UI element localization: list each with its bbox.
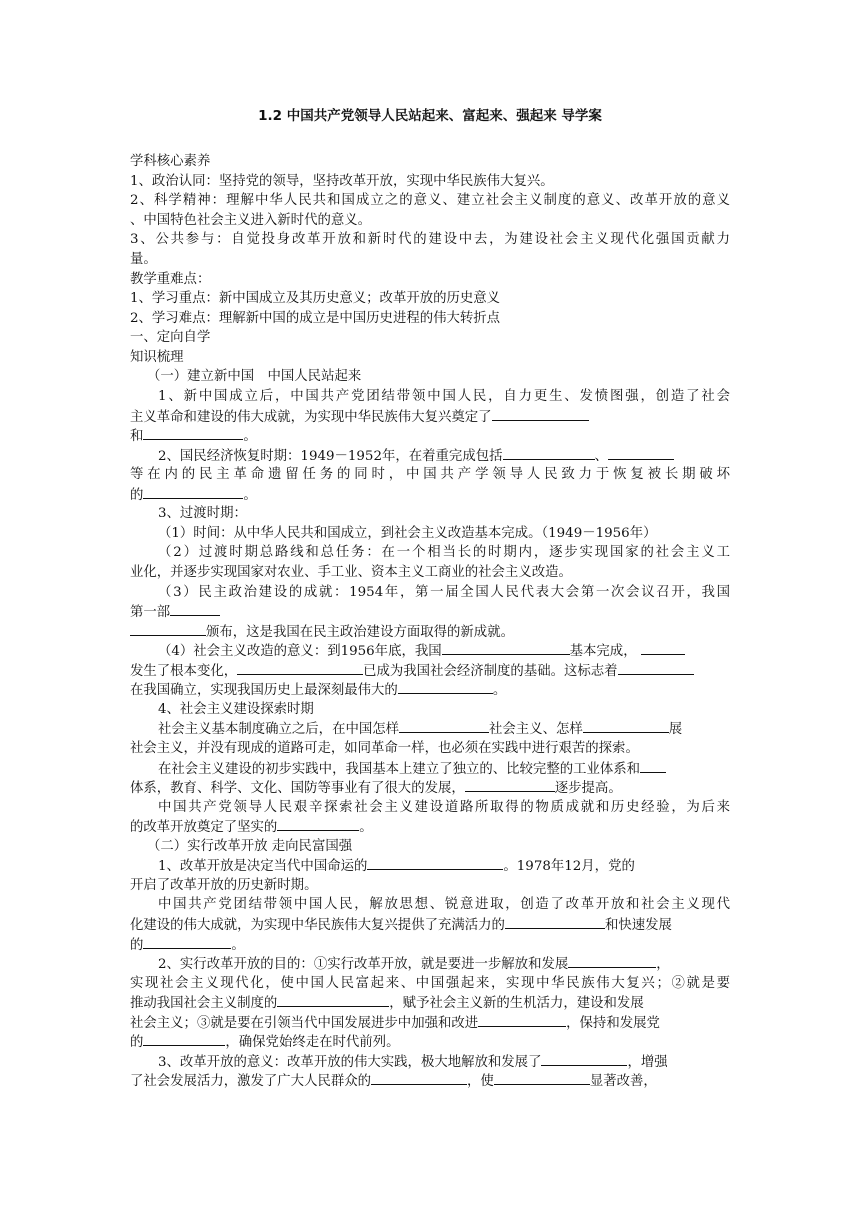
text-segment: 。 bbox=[492, 683, 507, 698]
text-segment: 。 bbox=[231, 938, 245, 953]
text-line: 2、科学精神：理解中华人民共和国成立之的意义、建立社会主义制度的意义、改革开放的意义 bbox=[130, 193, 730, 208]
fill-blank bbox=[465, 779, 555, 792]
fill-blank bbox=[237, 662, 363, 675]
text-segment: 体系，教育、科学、文化、国防等事业有了很大的发展， bbox=[130, 781, 465, 796]
text-line: 3、公共参与：自觉投身改革开放和新时代的建设中去，为建设社会主义现代化强国贡献力 bbox=[130, 232, 730, 247]
text-line bbox=[158, 857, 730, 876]
text-segment: 和快速发展 bbox=[604, 918, 672, 933]
text-line: 社会主义，并没有现成的道路可走，如同革命一样，也必须在实践中进行艰苦的探索。 bbox=[130, 741, 639, 756]
subsection-heading: （一）建立新中国 中国人民站起来 bbox=[147, 369, 362, 384]
fill-blank bbox=[277, 818, 359, 831]
fill-blank bbox=[143, 486, 243, 499]
fill-blank bbox=[398, 681, 493, 694]
text-segment: 第一部 bbox=[130, 605, 171, 620]
text-line: 开启了改革开放的历史新时期。 bbox=[130, 878, 318, 893]
text-segment: 社会主义、怎样 bbox=[489, 722, 583, 737]
fill-blank bbox=[494, 1072, 590, 1085]
fill-blank bbox=[568, 955, 656, 968]
text-segment: 1、改革开放是决定当代中国命运的 bbox=[158, 859, 368, 874]
text-line bbox=[130, 623, 730, 642]
fill-blank bbox=[367, 857, 503, 870]
fill-blank bbox=[505, 916, 605, 929]
fill-blank bbox=[618, 662, 694, 675]
text-line: 业化，并逐步实现国家对农业、手工业、资本主义工商业的社会主义改造。 bbox=[130, 565, 572, 580]
text-segment: （4）社会主义改造的意义：到1956年底，我国 bbox=[158, 644, 442, 659]
text-line bbox=[158, 760, 730, 779]
text-line bbox=[130, 1033, 730, 1052]
text-line bbox=[130, 936, 730, 955]
text-line: 2、学习难点：理解新中国的成立是中国历史进程的伟大转折点 bbox=[130, 311, 501, 326]
text-segment: 基本完成， bbox=[569, 644, 637, 659]
text-segment: 推动我国社会主义制度的 bbox=[130, 996, 278, 1011]
text-segment: 展 bbox=[668, 722, 683, 737]
text-line bbox=[130, 994, 730, 1013]
text-line bbox=[130, 662, 730, 681]
text-line bbox=[130, 681, 730, 700]
text-line: 、中国特色社会主义进入新时代的意义。 bbox=[130, 213, 372, 228]
fill-blank bbox=[371, 1072, 467, 1085]
text-line bbox=[130, 916, 730, 935]
text-segment: 的 bbox=[130, 938, 144, 953]
text-segment: 在我国确立，实现我国历史上最深刻最伟大的 bbox=[130, 683, 398, 698]
section-heading: 知识梳理 bbox=[130, 350, 184, 365]
text-segment: 了社会发展活力，激发了广大人民群众的 bbox=[130, 1074, 372, 1089]
text-segment: 已成为我国社会经济制度的基础。这标志着 bbox=[363, 664, 618, 679]
text-segment: 社会主义基本制度确立之后，在中国怎样 bbox=[158, 722, 400, 737]
text-segment: 主义革命和建设的伟大成就，为实现中华民族伟大复兴奠定了 bbox=[130, 410, 492, 425]
section-heading-core-literacy: 学科核心素养 bbox=[130, 154, 211, 169]
text-line bbox=[158, 642, 730, 661]
text-segment: 、 bbox=[594, 449, 608, 464]
fill-blank bbox=[442, 642, 570, 655]
text-line bbox=[130, 603, 730, 622]
text-line: 1、政治认同：坚持党的领导，坚持改革开放，实现中华民族伟大复兴。 bbox=[130, 174, 554, 189]
text-segment: 社会主义；③就是要在引领当代中国发展进步中加强和改进 bbox=[130, 1016, 479, 1031]
text-line: 等在内的民主革命遗留任务的同时，中国共产学领导人民致力于恢复被长期破坏 bbox=[130, 467, 730, 482]
fill-blank bbox=[541, 1053, 627, 1066]
text-line: （1）时间：从中华人民共和国成立，到社会主义改造基本完成。（1949－1956年） bbox=[158, 526, 657, 541]
text-line: 中国共产党领导人民艰辛探索社会主义建设道路所取得的物质成就和历史经验，为后来 bbox=[158, 800, 730, 815]
text-segment: 。 bbox=[359, 820, 373, 835]
text-segment: ，确保党始终走在时代前列。 bbox=[225, 1035, 400, 1050]
text-segment: ， bbox=[656, 957, 670, 972]
text-segment: 显著改善， bbox=[589, 1074, 657, 1089]
text-segment: 。 bbox=[243, 429, 257, 444]
text-segment: 2、实行改革开放的目的：①实行改革开放，就是要进一步解放和发展 bbox=[158, 957, 569, 972]
subsection-heading: （二）实行改革开放 走向民富国强 bbox=[147, 839, 353, 854]
text-line bbox=[158, 955, 730, 974]
text-line bbox=[130, 427, 730, 446]
text-line bbox=[130, 818, 730, 837]
text-line: 1、新中国成立后，中国共产党团结带领中国人民，自力更生、发愤图强，创造了社会 bbox=[158, 389, 730, 404]
section-heading-key-points: 教学重难点： bbox=[130, 272, 211, 287]
text-line bbox=[130, 1072, 730, 1091]
text-line: 实现社会主义现代化，使中国人民富起来、中国强起来，实现中华民族伟大复兴；②就是要 bbox=[130, 976, 730, 991]
text-segment: ，增强 bbox=[627, 1055, 668, 1070]
text-segment: 逐步提高。 bbox=[554, 781, 622, 796]
fill-blank bbox=[492, 408, 589, 421]
text-line: 1、学习重点：新中国成立及其历史意义；改革开放的历史意义 bbox=[130, 291, 501, 306]
fill-blank bbox=[583, 720, 669, 733]
fill-blank bbox=[143, 1033, 225, 1046]
section-heading: 一、定向自学 bbox=[130, 330, 211, 345]
text-segment: 化建设的伟大成就，为实现中华民族伟大复兴提供了充满活力的 bbox=[130, 918, 505, 933]
text-segment: 的 bbox=[130, 488, 144, 503]
fill-blank bbox=[478, 1014, 566, 1027]
text-segment: 和 bbox=[130, 429, 144, 444]
text-line bbox=[158, 720, 730, 739]
text-segment: 发生了根本变化， bbox=[130, 664, 238, 679]
fill-blank bbox=[503, 447, 595, 460]
text-segment: 。 bbox=[243, 488, 257, 503]
text-segment: ，使 bbox=[467, 1074, 494, 1089]
text-line: 3、过渡时期： bbox=[158, 506, 247, 521]
fill-blank bbox=[399, 720, 489, 733]
text-line bbox=[130, 1014, 730, 1033]
fill-blank bbox=[143, 427, 243, 440]
text-line: 4、社会主义建设探索时期 bbox=[158, 702, 314, 717]
text-segment: 2、国民经济恢复时期：1949－1952年，在着重完成包括 bbox=[158, 449, 503, 464]
text-line bbox=[158, 447, 730, 466]
text-segment: 的 bbox=[130, 1035, 144, 1050]
text-segment: 在社会主义建设的初步实践中，我国基本上建立了独立的、比较完整的工业体系和 bbox=[158, 762, 641, 777]
text-line bbox=[130, 408, 730, 427]
text-line bbox=[130, 486, 730, 505]
fill-blank bbox=[640, 760, 666, 773]
text-line bbox=[130, 779, 730, 798]
text-line: 量。 bbox=[130, 252, 157, 267]
fill-blank bbox=[641, 642, 685, 655]
text-segment: 的改革开放奠定了坚实的 bbox=[130, 820, 278, 835]
fill-blank bbox=[608, 447, 674, 460]
fill-blank bbox=[143, 936, 231, 949]
text-segment: ，保持和发展党 bbox=[566, 1016, 660, 1031]
fill-blank bbox=[130, 623, 206, 636]
fill-blank bbox=[277, 994, 389, 1007]
fill-blank bbox=[170, 603, 220, 616]
text-line: 中国共产党团结带领中国人民，解放思想、锐意进取，创造了改革开放和社会主义现代 bbox=[158, 897, 730, 912]
text-line: （3）民主政治建设的成就：1954年，第一届全国人民代表大会第一次会议召开，我国 bbox=[158, 585, 730, 600]
text-line: （2）过渡时期总路线和总任务：在一个相当长的时期内，逐步实现国家的社会主义工 bbox=[158, 545, 730, 560]
text-line bbox=[158, 1053, 730, 1072]
text-segment: ，赋予社会主义新的生机活力，建设和发展 bbox=[389, 996, 644, 1011]
text-segment: 3、改革开放的意义：改革开放的伟大实践，极大地解放和发展了 bbox=[158, 1055, 542, 1070]
page-title: 1.2 中国共产党领导人民站起来、富起来、强起来 导学案 bbox=[258, 108, 602, 124]
text-segment: 。1978年12月，党的 bbox=[503, 859, 635, 874]
text-segment: 颁布，这是我国在民主政治建设方面取得的新成就。 bbox=[206, 625, 514, 640]
